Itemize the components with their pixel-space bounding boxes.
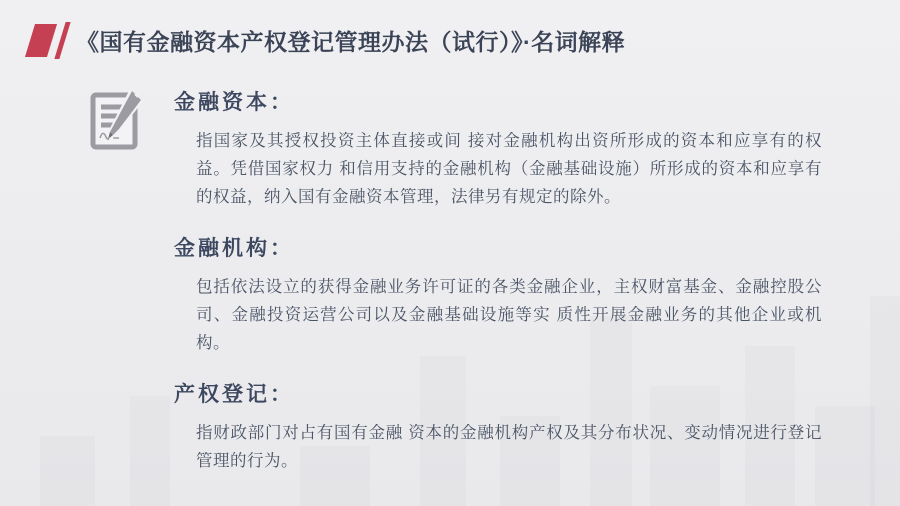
document-edit-icon bbox=[86, 86, 152, 501]
section-property-registration bbox=[174, 383, 822, 475]
section-body: 指财政部门对占有国有金融 资本的金融机构产权及其分布状况、变动情况进行登记管理的行为。 bbox=[196, 424, 822, 471]
section-financial-capital bbox=[174, 91, 822, 211]
section-heading: 金融机构： bbox=[174, 237, 294, 261]
section-body: 包括依法设立的获得金融业务许可证的各类金融企业，主权财富基金、金融控股公司、金融投资运营公司以及金融基础设施等实 质性开展金融业务的其他企业或机构。 bbox=[196, 278, 822, 353]
slide-title: 《国有金融资本产权登记管理办法（试行）》·名词解释 bbox=[76, 28, 626, 55]
section-body: 指国家及其授权投资主体直接或间 接对金融机构出资所形成的资本和应享有的权益。凭借国家权力 和信用支持的金融机构（金融基础设施）所形成的资本和应享有 的权益，纳入国有金融资本管理，法律另有规定的除外。 bbox=[196, 132, 822, 207]
red-slash-icon bbox=[28, 20, 70, 60]
slide-content bbox=[86, 86, 822, 501]
section-heading: 金融资本： bbox=[174, 91, 294, 114]
section-financial-institution bbox=[174, 237, 822, 357]
section-heading: 产权登记： bbox=[174, 383, 294, 407]
definition-list bbox=[174, 86, 822, 501]
slide-header bbox=[28, 20, 625, 60]
